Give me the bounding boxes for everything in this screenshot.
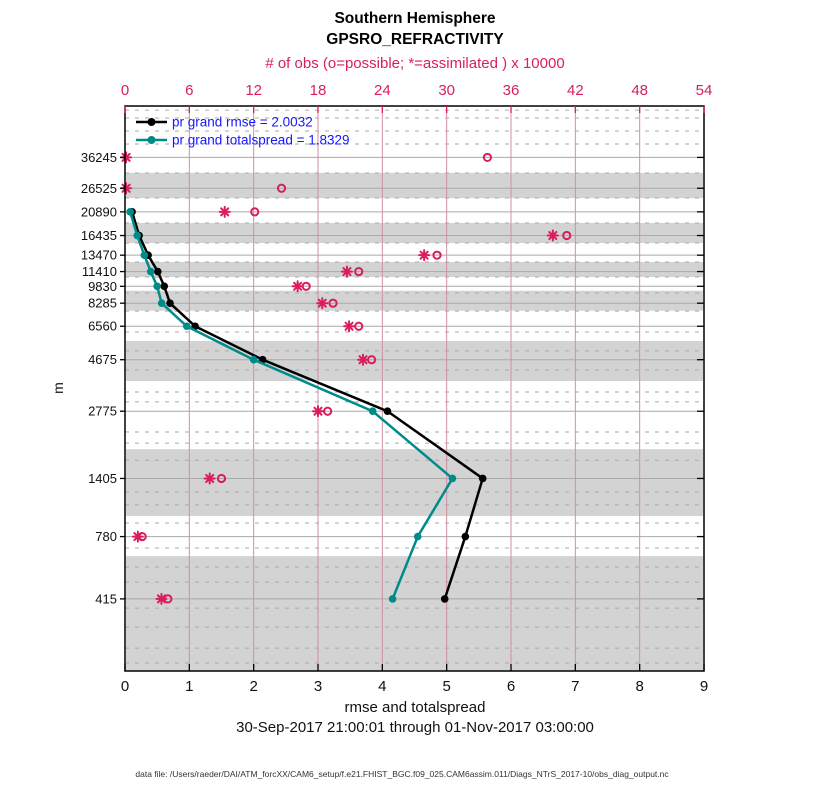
x-tick-label: 6 (506, 678, 516, 695)
data-point-marker (166, 299, 174, 307)
gray-bands (126, 173, 703, 671)
data-point-marker (183, 322, 191, 330)
y-tick-label: 20890 (80, 204, 117, 220)
assimilated-obs-marker (317, 298, 327, 308)
top-tick-label: 24 (373, 82, 391, 99)
gray-band (126, 291, 703, 311)
top-tick-label: 0 (120, 82, 130, 99)
gray-band (126, 173, 703, 198)
top-tick-label: 12 (245, 82, 263, 99)
assimilated-obs-marker (548, 231, 558, 241)
assimilated-obs-marker (313, 406, 323, 416)
data-point-marker (153, 282, 161, 290)
top-tick-label: 54 (695, 82, 713, 99)
gray-band (126, 223, 703, 243)
assimilated-obs-marker (358, 355, 368, 365)
x-tick-label: 2 (249, 678, 258, 695)
y-tick-label: 1405 (88, 470, 117, 486)
data-point-marker (147, 268, 155, 276)
data-point-marker (158, 299, 166, 307)
legend-marker-rmse-icon (148, 118, 156, 126)
gray-band (126, 262, 703, 277)
data-point-marker (250, 356, 258, 364)
assimilated-obs-marker (205, 473, 215, 483)
data-point-marker (441, 595, 449, 603)
x-tick-label: 1 (185, 678, 194, 695)
y-tick-label: 26525 (80, 180, 117, 196)
x-tick-label: 4 (378, 678, 387, 695)
y-tick-label: 36245 (80, 149, 117, 165)
y-tick-label: 16435 (80, 228, 117, 244)
timespan-label: 30-Sep-2017 21:00:01 through 01-Nov-2017 03:00:00 (236, 719, 594, 736)
x-tick-label: 3 (313, 678, 323, 695)
top-axis-label: # of obs (o=possible; *=assimilated ) x 10000 (265, 55, 565, 72)
top-tick-label: 48 (631, 82, 649, 99)
data-point-marker (160, 282, 168, 290)
y-tick-label: 6560 (88, 318, 117, 334)
data-point-marker (126, 208, 134, 216)
top-tick-label: 6 (185, 82, 194, 99)
data-point-marker (141, 251, 149, 259)
data-point-marker (384, 407, 392, 415)
assimilated-obs-marker (293, 281, 303, 291)
y-tick-label: 8285 (88, 295, 117, 311)
x-axis-label: rmse and totalspread (344, 699, 486, 716)
x-tick-label: 7 (571, 678, 580, 695)
top-tick-label: 18 (309, 82, 327, 99)
data-point-marker (133, 232, 141, 240)
data-point-marker (449, 475, 457, 483)
gray-band (126, 341, 703, 381)
x-tick-label: 0 (120, 678, 130, 695)
top-tick-label: 36 (502, 82, 520, 99)
data-point-marker (462, 533, 470, 541)
figure-subtitle: GPSRO_REFRACTIVITY (326, 31, 504, 48)
figure-title: Southern Hemisphere (334, 10, 496, 27)
y-tick-label: 9830 (88, 278, 117, 294)
assimilated-obs-marker (220, 207, 230, 217)
y-tick-label: 2775 (88, 403, 117, 419)
assimilated-obs-marker (344, 321, 354, 331)
data-point-marker (479, 475, 487, 483)
assimilated-obs-marker (419, 250, 429, 260)
y-tick-label: 4675 (88, 352, 117, 368)
gray-band (126, 556, 703, 671)
data-point-marker (389, 595, 397, 603)
data-point-marker (154, 268, 162, 276)
y-tick-label: 415 (95, 591, 117, 607)
legend-label-rmse: pr grand rmse = 2.0032 (172, 114, 313, 130)
assimilated-obs-marker (156, 594, 166, 604)
top-tick-label: 30 (438, 82, 456, 99)
x-tick-label: 8 (635, 678, 644, 695)
y-axis-label: m (49, 382, 66, 394)
assimilated-obs-marker (133, 532, 143, 542)
data-point-marker (414, 533, 422, 541)
legend-marker-totalspread-icon (148, 136, 156, 144)
y-tick-label: 780 (95, 529, 117, 545)
x-tick-label: 9 (699, 678, 709, 695)
y-tick-label: 13470 (80, 247, 117, 263)
x-tick-label: 5 (442, 678, 451, 695)
assimilated-obs-marker (342, 267, 352, 277)
top-tick-label: 42 (566, 82, 584, 99)
y-tick-label: 11410 (81, 264, 117, 280)
legend-label-totalspread: pr grand totalspread = 1.8329 (172, 132, 350, 148)
chart-layers (81, 82, 713, 695)
datafile-label: data file: /Users/raeder/DAI/ATM_forcXX/CAM6_setup/f.e21.FHIST_BGC.f09_025.CAM6assim.011/Diags_NTrS_2017-10/obs_diag_output.nc (135, 769, 669, 779)
data-point-marker (369, 407, 377, 415)
